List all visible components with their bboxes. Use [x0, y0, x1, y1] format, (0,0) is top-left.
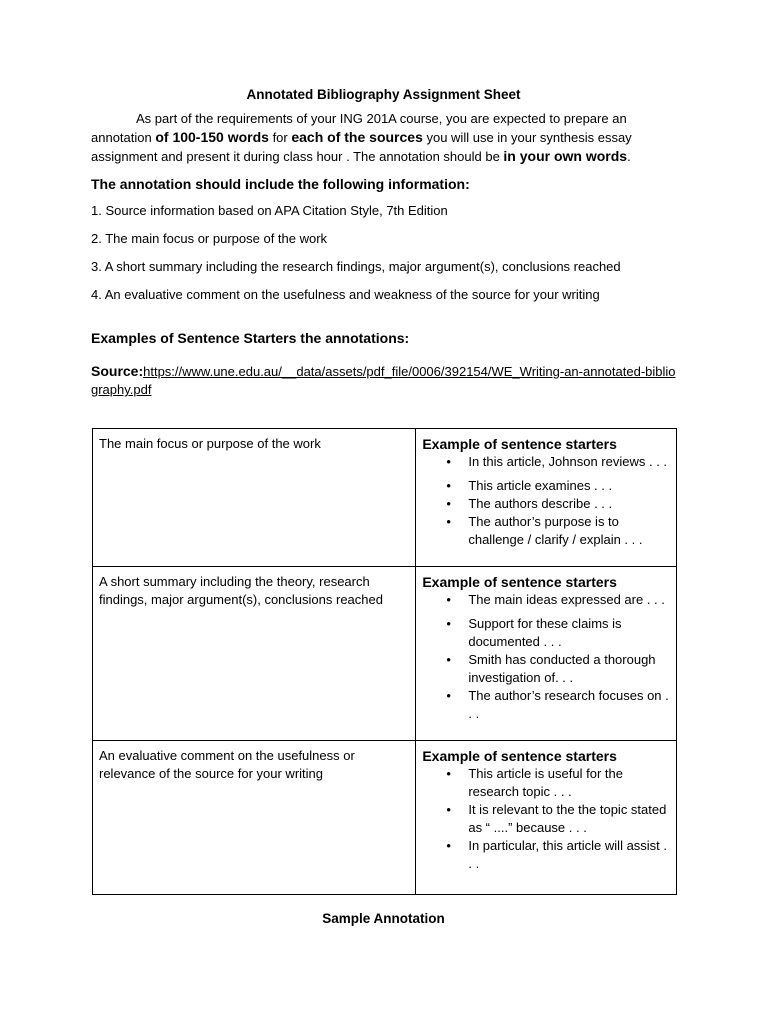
source-link[interactable]: https://www.une.edu.au/__data/assets/pdf_file/0006/392154/WE_Writing-an-annotated-bibliography.pdf	[91, 364, 676, 397]
list-item: 2. The main focus or purpose of the work	[91, 231, 328, 246]
source-line	[91, 362, 676, 399]
bullet-item: • The main ideas expressed are . . .	[468, 591, 670, 609]
bullet-item: • Smith has conducted a thorough investigation of. . .	[468, 651, 670, 687]
examples-cell-heading: Example of sentence starters	[422, 574, 617, 590]
table-cell-examples	[416, 567, 677, 741]
include-heading: The annotation should include the following information:	[91, 176, 470, 192]
table-row	[93, 741, 677, 895]
sample-annotation-heading: Sample Annotation	[322, 911, 445, 926]
bullet-list	[422, 453, 670, 549]
table-cell-description: The main focus or purpose of the work	[93, 429, 416, 567]
bullet-item: • Support for these claims is documented . . .	[468, 615, 670, 651]
bullet-item: • In this article, Johnson reviews . . .	[468, 453, 670, 471]
bullet-item: • In particular, this article will assist . . .	[468, 837, 670, 873]
document-title: Annotated Bibliography Assignment Sheet	[246, 87, 521, 102]
bullet-item: • The author’s purpose is to challenge / clarify / explain . . .	[468, 513, 670, 549]
bullet-item: • It is relevant to the the topic stated as “ ....” because . . .	[468, 801, 670, 837]
bullet-item: • The author’s research focuses on . . .	[468, 687, 670, 723]
list-item: 1. Source information based on APA Citation Style, 7th Edition	[91, 203, 448, 218]
list-item: 3. A short summary including the research findings, major argument(s), conclusions reached	[91, 259, 621, 274]
table-row	[93, 567, 677, 741]
bullet-list	[422, 591, 670, 723]
table-cell-description: A short summary including the theory, research findings, major argument(s), conclusions reached	[93, 567, 416, 741]
examples-cell-heading: Example of sentence starters	[422, 436, 617, 452]
bullet-item: • This article is useful for the research topic . . .	[468, 765, 670, 801]
table-cell-description: An evaluative comment on the usefulness or relevance of the source for your writing	[93, 741, 416, 895]
sentence-starters-table	[92, 428, 677, 895]
list-item: 4. An evaluative comment on the usefulness and weakness of the source for your writing	[91, 287, 600, 302]
table-row	[93, 429, 677, 567]
table-cell-examples	[416, 429, 677, 567]
bullet-item: • The authors describe . . .	[468, 495, 670, 513]
examples-cell-heading: Example of sentence starters	[422, 748, 617, 764]
examples-heading: Examples of Sentence Starters the annotations:	[91, 330, 410, 346]
intro-paragraph: As part of the requirements of your ING 201A course, you are expected to prepare an annotation of 100-150 words for each of the sources you will use in your synthesis essay assignment and present it during class hour . The annotation should be in your own words.	[91, 111, 632, 164]
bullet-item: • This article examines . . .	[468, 477, 670, 495]
table-cell-examples	[416, 741, 677, 895]
source-label: Source:	[91, 363, 144, 379]
document-page	[91, 86, 676, 399]
bullet-list	[422, 765, 670, 873]
